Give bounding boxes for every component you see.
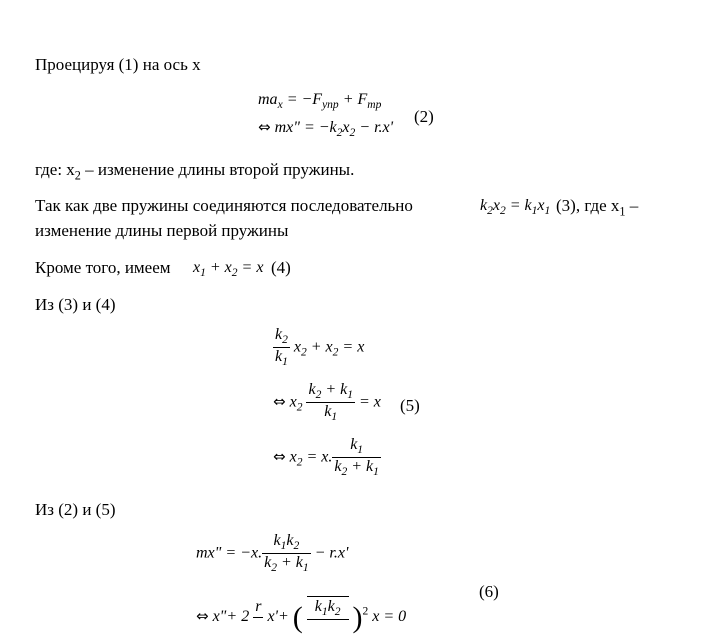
equation-4-inline: $x_1 + x_2 = x$: [193, 259, 264, 280]
paragraph-x2-definition: где: $x_2$ – изменение длины второй пружины.: [35, 160, 355, 183]
equation-2-line2: ⇔ mx" = $-k_2x_2 - r.x'$: [258, 118, 394, 140]
equation-5-label: (5): [400, 396, 420, 415]
paragraph-series-springs-text: Так как две пружины соединяются последовательно: [35, 196, 413, 215]
paragraph-series-springs-line2: изменение длины первой пружины: [35, 221, 289, 240]
equation-4-label: (4): [271, 258, 291, 277]
equation-x2-solution: ⇔ $x_2 = x$. $\frac{k_1}{k_2 + k_1}$: [273, 436, 379, 479]
equation-5-line: ⇔ $x_2$ $\frac{k_2 + k_1}{k_1}$ = x: [273, 381, 381, 424]
equation-3-label: (3), где $x_1$ –: [556, 196, 639, 219]
paragraph-from-3-4: Из (3) и (4): [35, 295, 116, 314]
equation-k-ratio-line: $\frac{k_2}{k_1}$ $x_2 + x_2 = x$: [275, 326, 365, 369]
equation-2-label: (2): [414, 107, 434, 126]
equation-6-label: (6): [479, 582, 499, 601]
paragraph-from-2-5: Из (2) и (5): [35, 500, 116, 519]
paragraph-moreover: Кроме того, имеем: [35, 258, 171, 277]
paragraph-series-springs: [35, 196, 413, 216]
equation-6-line1: mx" = −x. $\frac{k_1k_2}{k_2 + k_1}$ − r.x': [196, 532, 349, 575]
equation-2-line1: $ma_x = -F_{упр} + F_{тр}$: [258, 91, 382, 112]
equation-6-line2: ⇔ x"+ 2 r x'+ ( $k_1k_2$ )$^2$ x = 0: [196, 596, 406, 639]
paragraph-projection: Проецируя (1) на ось x: [35, 55, 201, 74]
equation-3-inline: $k_2x_2 = k_1x_1$: [480, 197, 551, 218]
